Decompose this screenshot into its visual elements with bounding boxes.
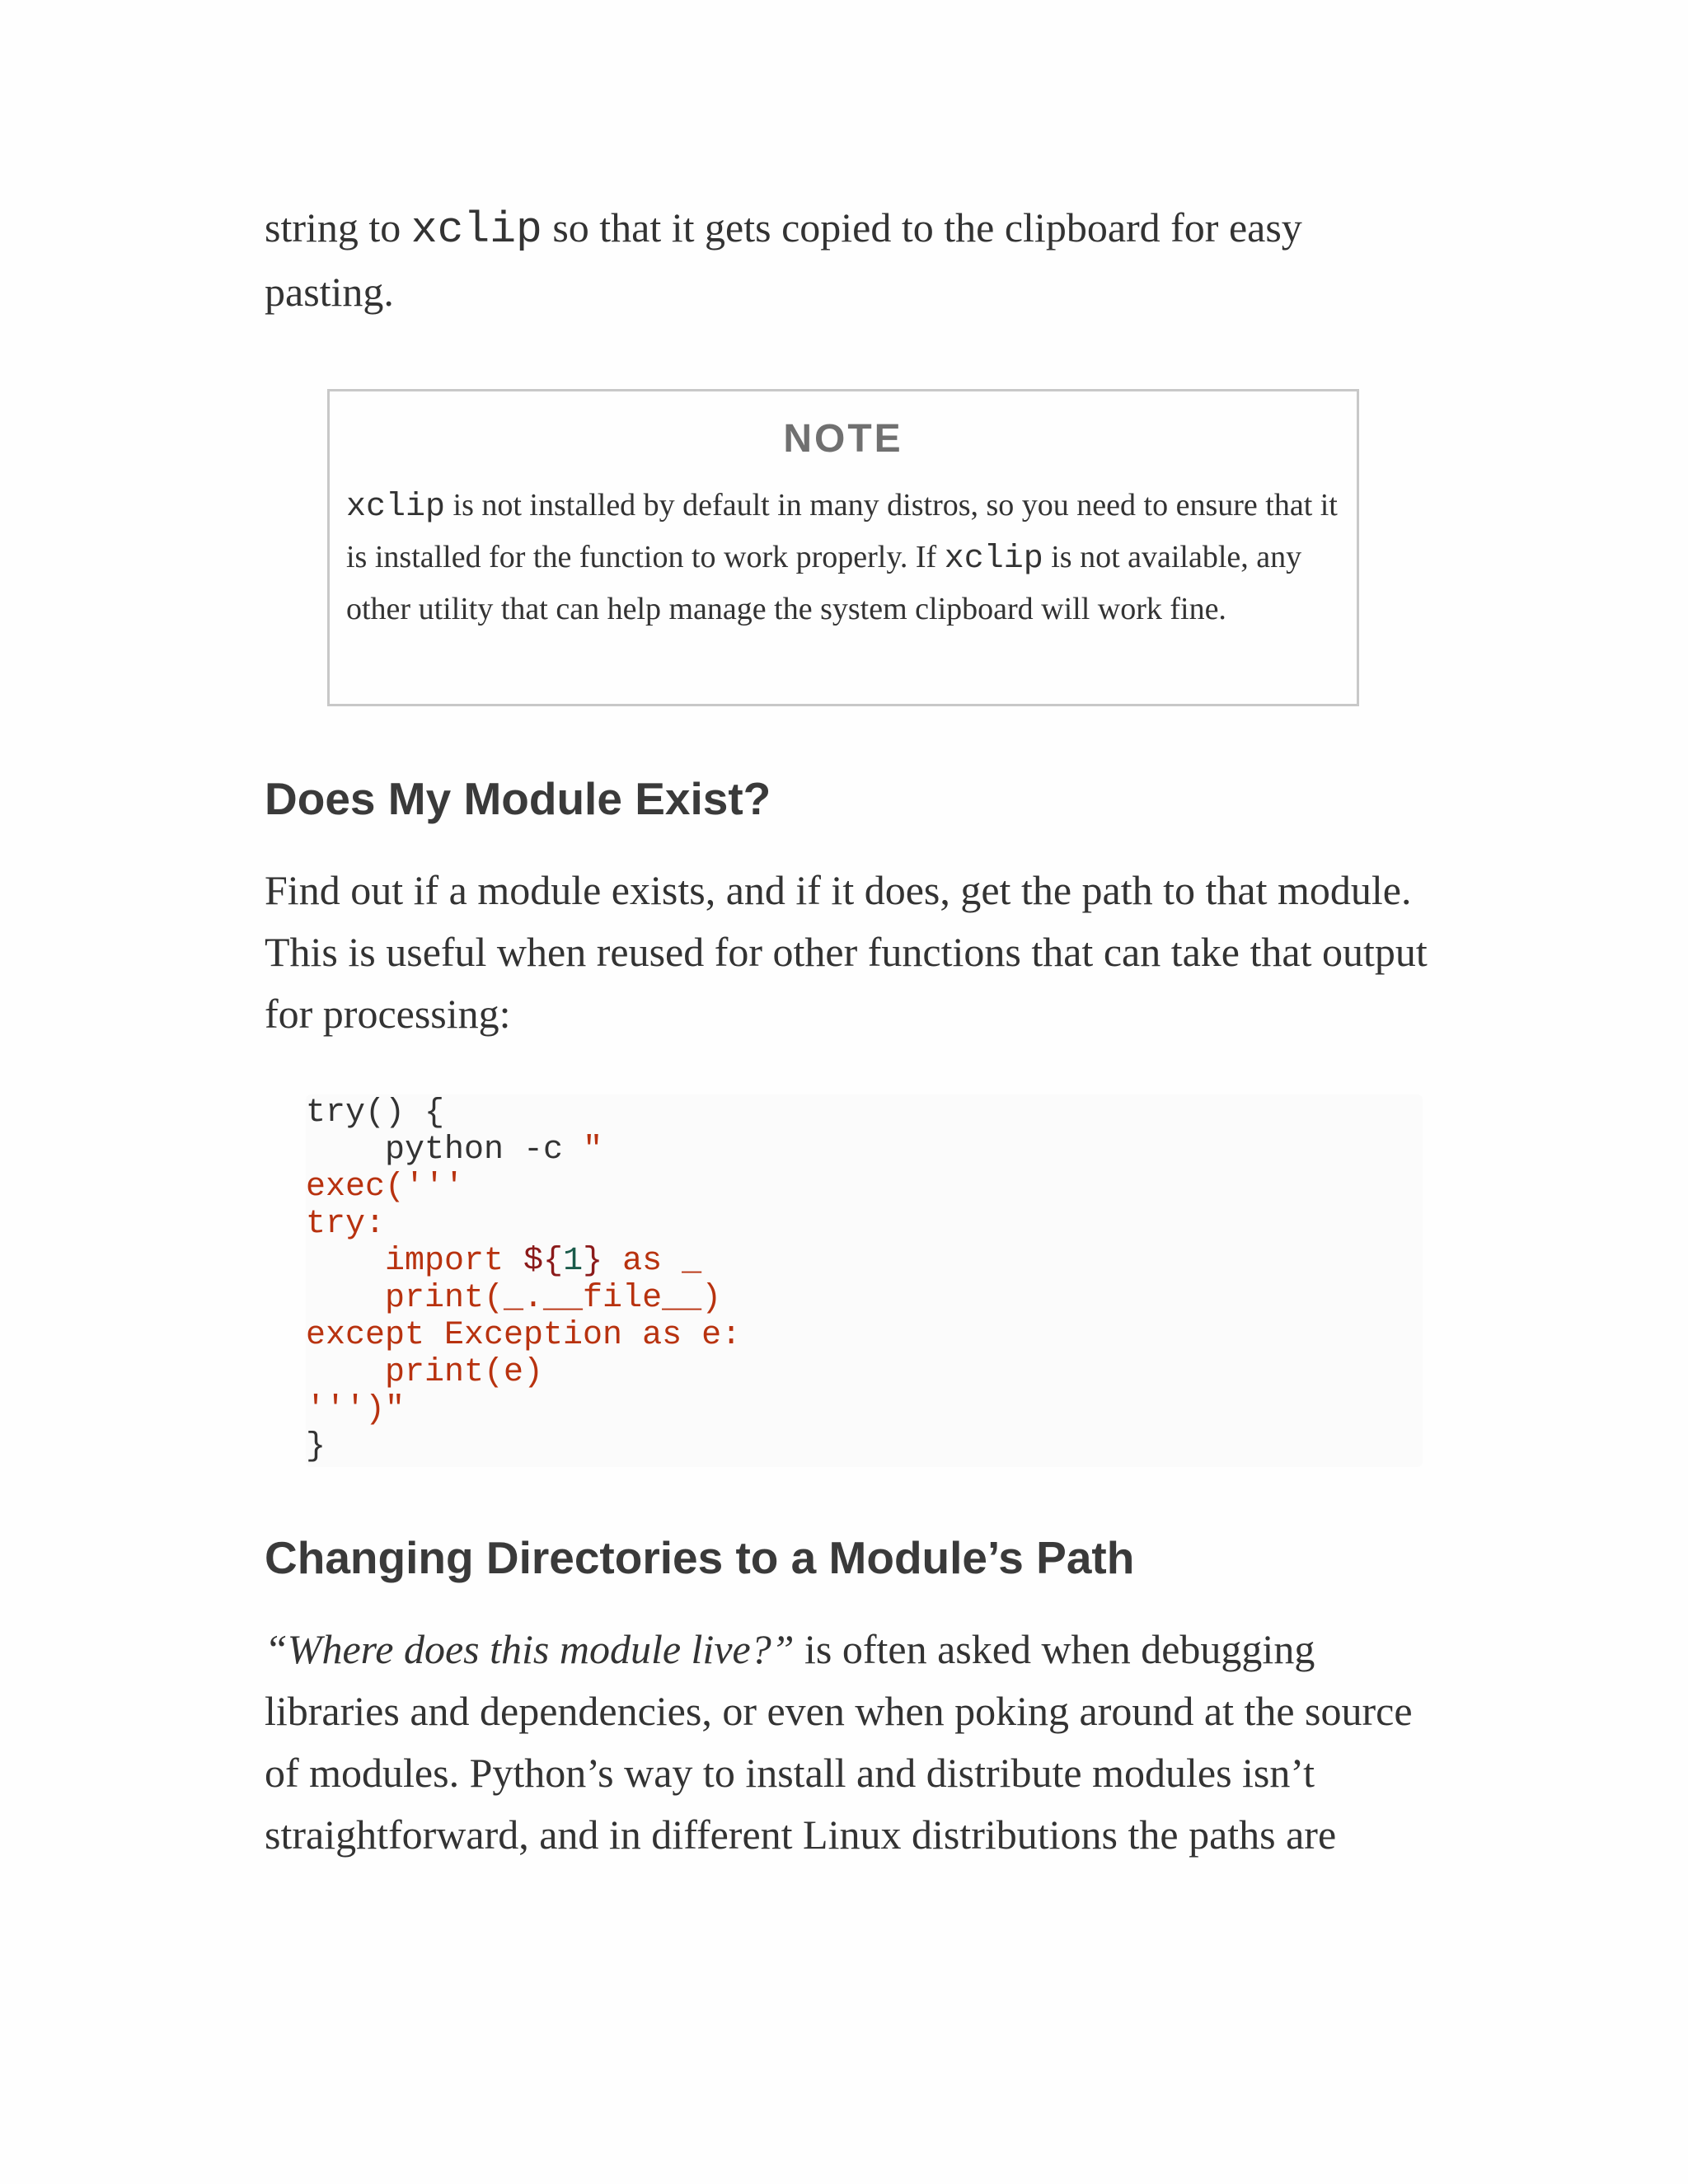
section-heading-changing-directories: Changing Directories to a Module’s Path [265, 1532, 1135, 1583]
note-box [327, 389, 1359, 706]
code-block [306, 1094, 1423, 1467]
intro-text-before: string to [265, 204, 411, 251]
code-string: import [306, 1243, 524, 1280]
note-code-xclip-1: xclip [346, 489, 446, 526]
code-line: } [306, 1428, 326, 1465]
code-string: print(_.__file__) [306, 1280, 722, 1317]
code-string: ''')" [306, 1391, 406, 1428]
section-quote: “Where does this module live?” [265, 1626, 795, 1672]
note-text-part-1: is not installed by default in many distros, so you need to ensure that it is installed for the function to work properly. If [346, 488, 1338, 574]
code-variable: ${ [523, 1243, 564, 1280]
code-variable: } [583, 1243, 603, 1280]
note-text-part-2: is not available, any other utility that can help manage the system clipboard will work fine. [346, 540, 1302, 626]
code-line: python -c [306, 1132, 584, 1169]
code-string: exec(''' [306, 1169, 465, 1206]
code-string: try: [306, 1206, 386, 1243]
code-string: as _ [603, 1243, 702, 1280]
intro-paragraph [265, 197, 1435, 323]
code-line: try() { [306, 1094, 445, 1132]
intro-text-after: so that it gets copied to the clipboard for easy pasting. [265, 204, 1302, 315]
intro-code-xclip: xclip [410, 205, 542, 255]
code-content [306, 1094, 1423, 1465]
code-number: 1 [563, 1243, 584, 1280]
section-body-text: is often asked when debugging libraries and dependencies, or even when poking around at the source of modules. Python’s way to install and distribute modules isn’t straightforward, and in different Linux distributions the paths are [265, 1626, 1413, 1858]
note-title: NOTE [783, 417, 903, 461]
code-string: " [583, 1132, 603, 1169]
note-code-xclip-2: xclip [944, 541, 1043, 578]
section-body-changing-directories [265, 1619, 1435, 1866]
code-string: except Exception as e: [306, 1317, 742, 1354]
section-heading-module-exist: Does My Module Exist? [265, 773, 771, 824]
section-body-module-exist: Find out if a module exists, and if it does, get the path to that module. This is useful when reused for other functions that can take that output for processing: [265, 867, 1428, 1037]
code-string: print(e) [306, 1354, 544, 1391]
note-text [346, 480, 1339, 635]
